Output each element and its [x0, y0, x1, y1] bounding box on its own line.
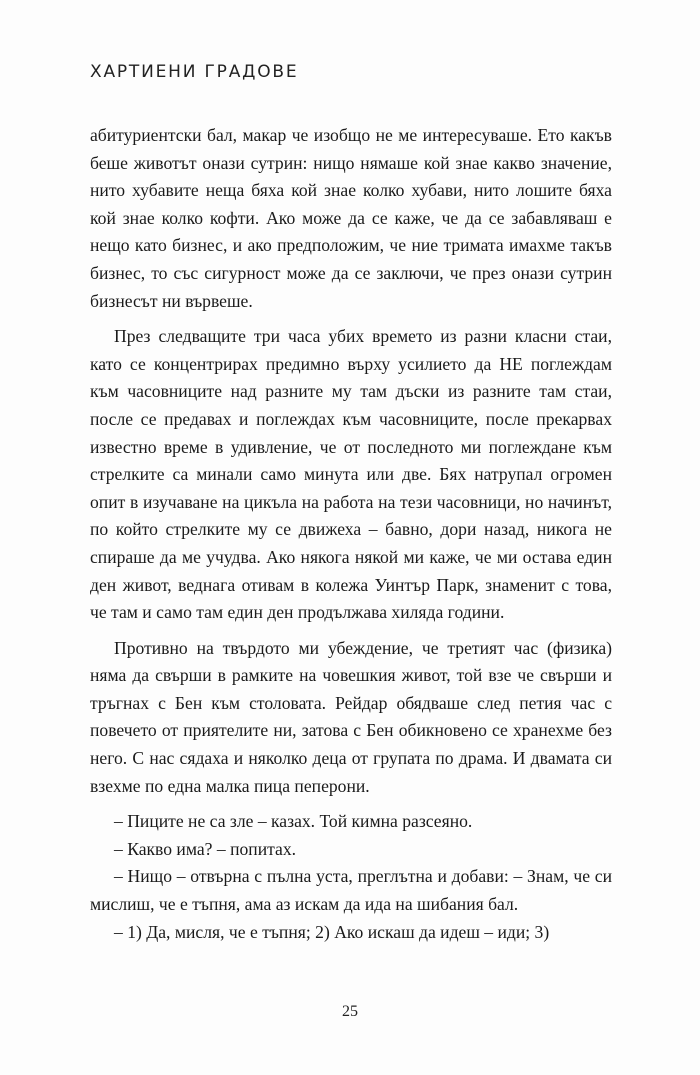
paragraph-cafeteria: Противно на твърдото ми убеждение, че третият час (физика) няма да свърши в рамките на човешкия живот, той взе че свърши и тръгнах с Бен към столовата. Рейдар обядваше след петия час с повечето от приятелите ни, затова с Бен обикновено се хранехме без него. С нас сядаха и няколко деца от групата по драма. И двамата си взехме по една малка пица пеперони. — [90, 637, 612, 796]
paragraph-continued: абитуриентски бал, макар че изобщо не ме интересуваше. Ето какъв беше животът онази сутрин: нищо нямаше кой знае какво значение, нито хубавите неща бяха кой знае колко хубави, нито лошите бяха кой знае колко кофти. Ако може да се каже, че да се забавляваш е нещо като бизнес, и ако предположим, че ние тримата имахме такъв бизнес, то със сигурност може да се заключи, че през онази сутрин бизнесът ни вървеше. — [90, 125, 612, 311]
page-body — [90, 122, 612, 946]
dialogue-line: – Какво има? – попитах. — [114, 838, 297, 859]
paragraph-classes: През следващите три часа убих времето из разни класни стаи, като се концентрирах предимно върху усилието да НЕ поглеждам към часовниците над разните му там дъски из разните там стаи, после се предавах и поглеждах към часовниците, после прекарвах известно време в удивление, че от последното ми поглеждане към стрелките са минали само минута или две. Бях натрупал огромен опит в изучаване на цикъла на работа на тези часовници, но начинът, по който стрелките му се движеха – бавно, дори назад, никога не спираше да ме учудва. Ако някога някой ми каже, че ми остава един ден живот, веднага отивам в колежа Уинтър Парк, знаменит с това, че там и само там един ден продължава хиляда години. — [90, 326, 612, 623]
page-number: 25 — [342, 1003, 358, 1020]
dialogue-line: – Пиците не са зле – казах. Той кимна разсеяно. — [114, 811, 473, 832]
dialogue-line: – 1) Да, мисля, че е тъпня; 2) Ако искаш да идеш – иди; 3) — [114, 921, 550, 942]
dialogue-line: – Нищо – отвърна с пълна уста, преглътна и добави: – Знам, че си мислиш, че е тъпня, ама аз искам да ида на шибания бал. — [90, 866, 612, 915]
running-title: ХАРТИЕНИ ГРАДОВЕ — [90, 62, 299, 82]
